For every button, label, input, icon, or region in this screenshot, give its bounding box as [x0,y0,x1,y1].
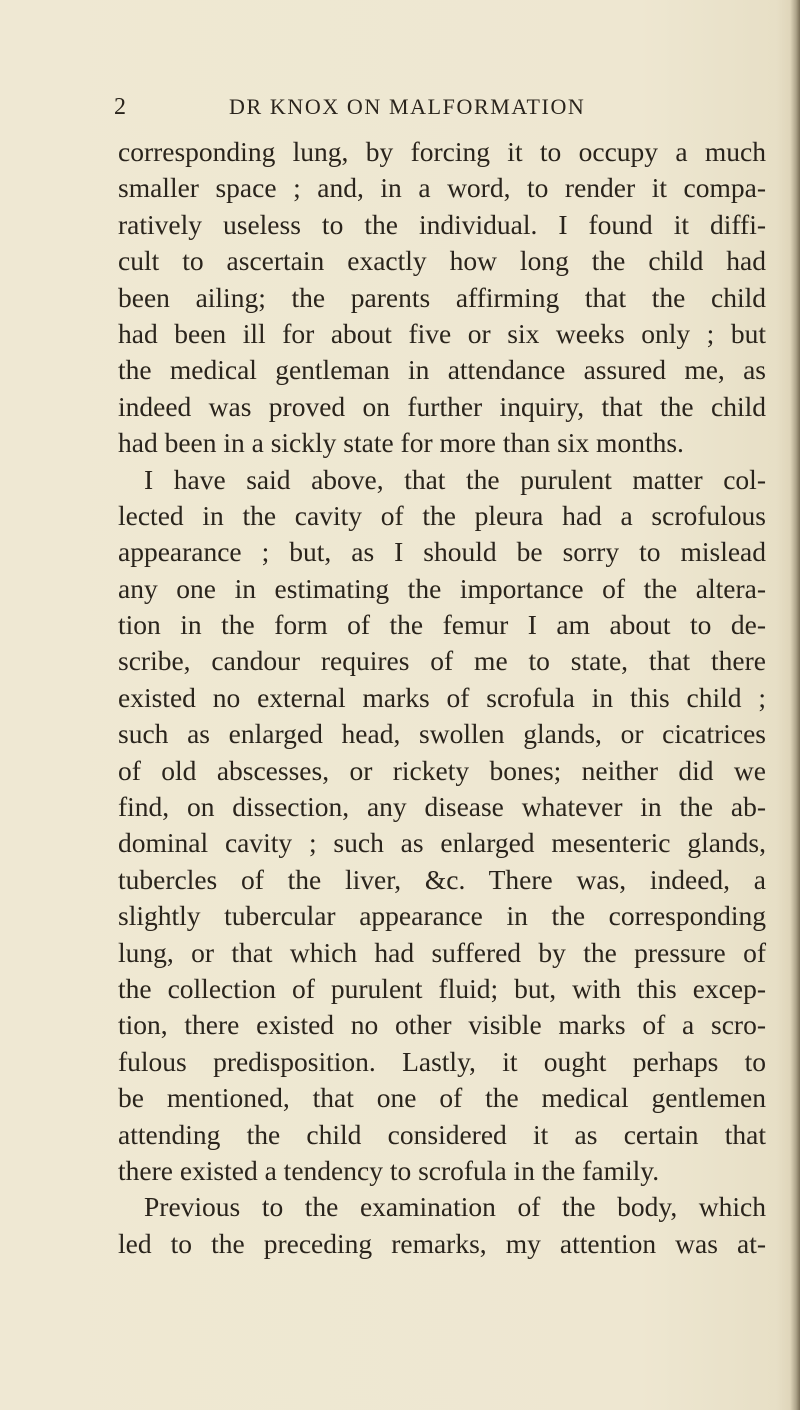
text-line: ratively useless to the individual. I found it diffi- [118,208,766,240]
text-line: led to the preceding remarks, my attention was at- [118,1227,766,1259]
page-edge-shadow [790,0,800,1410]
page-number: 2 [114,94,126,120]
text-line: fulous predisposition. Lastly, it ought perhaps to [118,1045,766,1077]
text-line: the medical gentleman in attendance assured me, as [118,354,766,386]
text-line: corresponding lung, by forcing it to occupy a much [118,136,766,167]
text-line: find, on dissection, any disease whatever in the ab- [118,791,766,823]
text-line: such as enlarged head, swollen glands, or cicatrices [118,718,766,750]
text-line: slightly tubercular appearance in the corresponding [118,900,766,932]
text-line: lung, or that which had suffered by the pressure of [118,936,766,968]
page-header [0,94,800,124]
text-line: appearance ; but, as I should be sorry to mislead [118,536,766,568]
text-line: had been in a sickly state for more than six months. [118,427,684,459]
text-line: any one in estimating the importance of the altera- [118,572,766,604]
text-line: tion in the form of the femur I am about to de- [118,609,766,641]
text-line: smaller space ; and, in a word, to render it compa- [118,172,766,204]
text-line: tion, there existed no other visible marks of a scro- [118,1009,766,1041]
body-text [118,134,766,1262]
text-line: scribe, candour requires of me to state, that there [118,645,766,677]
text-line: existed no external marks of scrofula in this child ; [118,681,766,713]
text-line: of old abscesses, or rickety bones; neither did we [118,754,766,786]
text-line: tubercles of the liver, &c. There was, indeed, a [118,863,766,895]
text-line: lected in the cavity of the pleura had a scrofulous [118,499,766,531]
text-line: there existed a tendency to scrofula in the family. [118,1154,660,1186]
text-line: cult to ascertain exactly how long the child had [118,245,766,277]
text-line: dominal cavity ; such as enlarged mesenteric glands, [118,827,766,859]
text-line: be mentioned, that one of the medical gentlemen [118,1082,766,1114]
paragraph-start-line: Previous to the examination of the body, which [144,1191,766,1223]
text-line: attending the child considered it as certain that [118,1118,766,1150]
paragraph-start-line: I have said above, that the purulent matter col- [144,463,766,495]
text-line: indeed was proved on further inquiry, that the child [118,390,766,422]
text-line: had been ill for about five or six weeks only ; but [118,317,766,349]
text-line: the collection of purulent fluid; but, with this excep- [118,972,766,1004]
text-line: been ailing; the parents affirming that the child [118,281,766,313]
running-head: DR KNOX ON MALFORMATION [229,94,586,119]
